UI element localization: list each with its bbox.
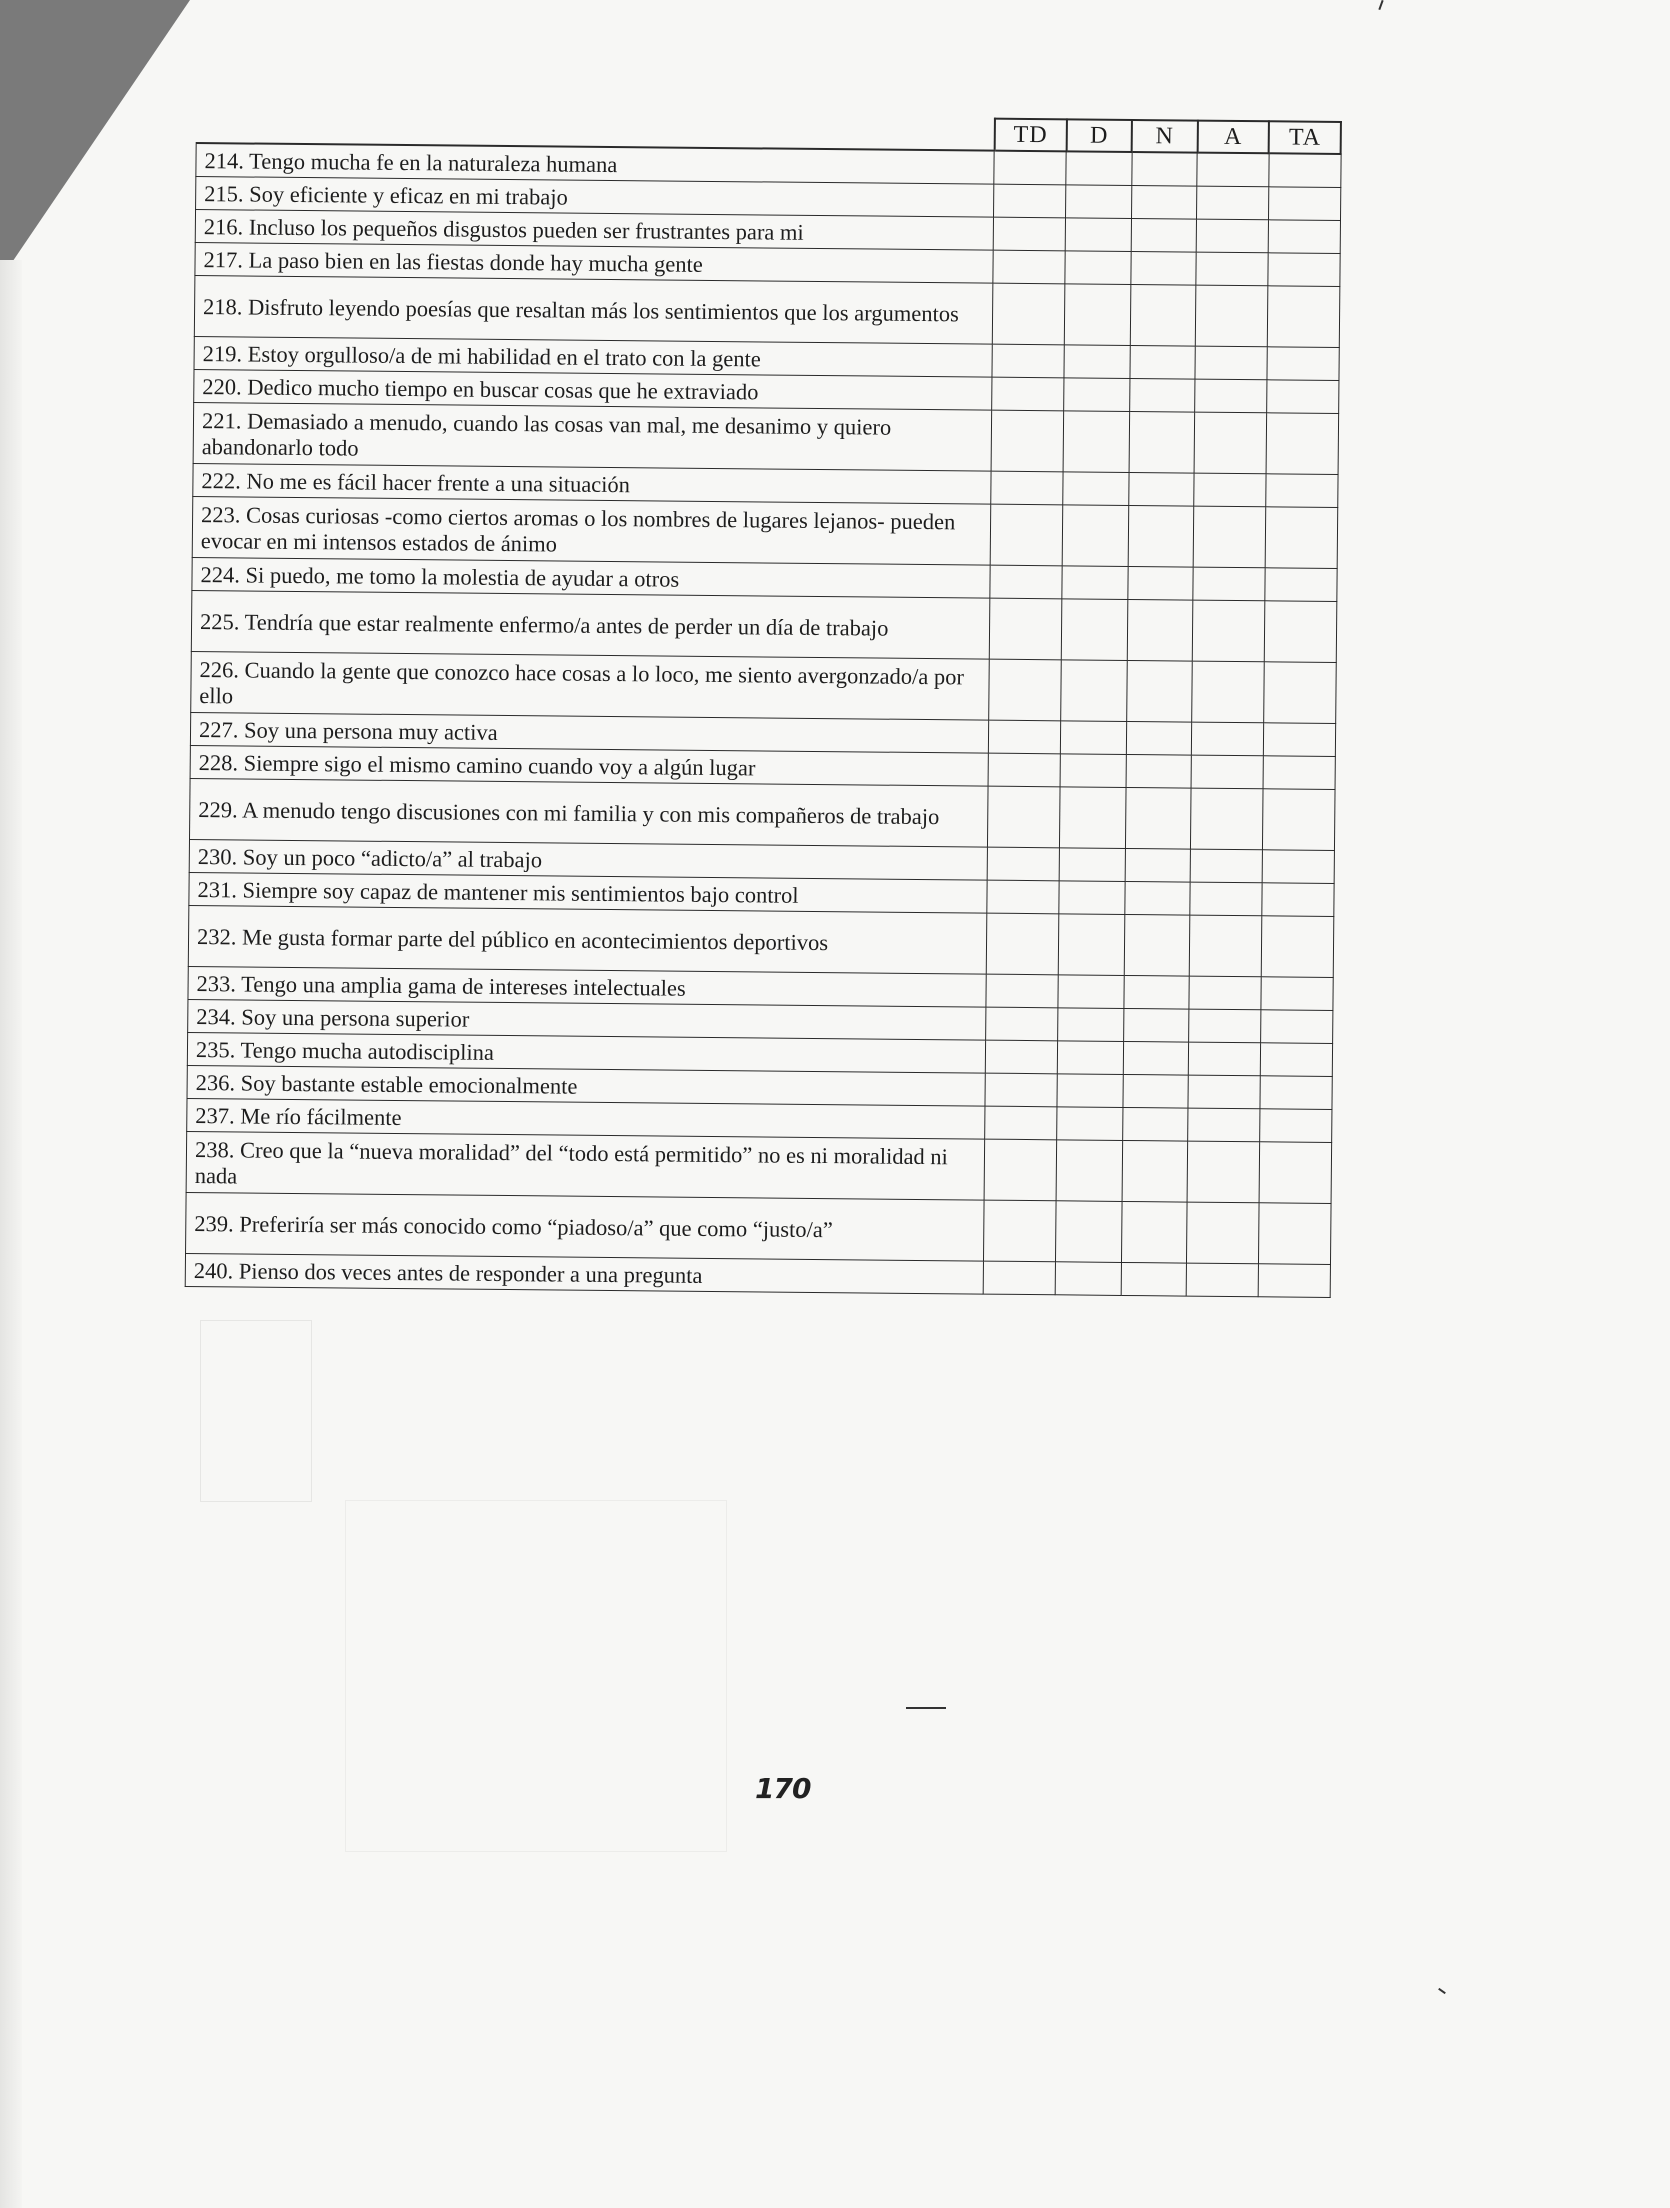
answer-box-n[interactable]	[1123, 1074, 1189, 1108]
stray-speck-mark	[1438, 1988, 1446, 1994]
answer-box-td[interactable]	[985, 1106, 1057, 1140]
answer-box-n[interactable]	[1127, 599, 1193, 661]
answer-box-ta[interactable]	[1258, 1264, 1330, 1298]
answer-box-a[interactable]	[1195, 379, 1267, 413]
answer-box-ta[interactable]	[1263, 756, 1335, 790]
answer-box-ta[interactable]	[1259, 1142, 1331, 1204]
item-row-225	[191, 590, 1336, 662]
item-row-223	[192, 496, 1337, 568]
item-text: 231. Siempre soy capaz de mantener mis sentimientos bajo control	[189, 872, 988, 913]
answer-box-d[interactable]	[1057, 1107, 1123, 1141]
item-text: 218. Disfruto leyendo poesías que resaltan más los sentimientos que los argumentos	[194, 275, 993, 344]
answer-box-ta[interactable]	[1266, 474, 1338, 508]
item-text: 219. Estoy orgulloso/a de mi habilidad en el trato con la gente	[194, 336, 993, 377]
answer-box-d[interactable]	[1058, 1008, 1124, 1042]
answer-box-td[interactable]	[987, 880, 1059, 914]
answer-box-n[interactable]	[1129, 411, 1195, 473]
answer-box-a[interactable]	[1186, 1263, 1258, 1297]
answer-box-td[interactable]	[987, 913, 1059, 975]
answer-box-ta[interactable]	[1262, 883, 1334, 917]
answer-box-d[interactable]	[1066, 185, 1132, 219]
answer-box-d[interactable]	[1059, 881, 1125, 915]
answer-box-ta[interactable]	[1265, 507, 1337, 569]
item-text: 239. Preferiría ser más conocido como “piadoso/a” que como “justo/a”	[186, 1192, 985, 1261]
answer-box-d[interactable]	[1060, 754, 1126, 788]
item-text: 238. Creo que la “nueva moralidad” del “todo está permitido” no es ni moralidad ni nada	[186, 1131, 985, 1200]
item-text: 237. Me río fácilmente	[187, 1098, 986, 1139]
answer-box-ta[interactable]	[1262, 850, 1334, 884]
answer-box-ta[interactable]	[1265, 568, 1337, 602]
answer-box-d[interactable]	[1063, 472, 1129, 506]
item-text: 227. Soy una persona muy activa	[190, 712, 989, 753]
answer-box-td[interactable]	[989, 720, 1061, 754]
answer-box-ta[interactable]	[1264, 601, 1336, 663]
answer-box-n[interactable]	[1131, 152, 1197, 186]
item-row-229	[189, 778, 1334, 850]
header-ta: TA	[1269, 121, 1341, 154]
answer-box-d[interactable]	[1064, 378, 1130, 412]
item-text: 226. Cuando la gente que conozco hace cosas a lo loco, me siento avergonzado/a por ello	[191, 651, 990, 720]
item-text: 236. Soy bastante estable emocionalmente	[187, 1065, 986, 1106]
answer-box-n[interactable]	[1122, 1107, 1188, 1141]
item-text: 233. Tengo una amplia gama de intereses intelectuales	[188, 966, 987, 1007]
answer-box-ta[interactable]	[1258, 1203, 1330, 1265]
answer-box-n[interactable]	[1122, 1140, 1188, 1202]
answer-box-d[interactable]	[1055, 1262, 1121, 1296]
answer-box-td[interactable]	[988, 786, 1060, 848]
answer-box-n[interactable]	[1130, 284, 1196, 346]
item-text: 216. Incluso los pequeños disgustos pueden ser frustrantes para mi	[195, 210, 994, 251]
answer-box-ta[interactable]	[1267, 347, 1339, 381]
answer-box-a[interactable]	[1192, 722, 1264, 756]
answer-box-n[interactable]	[1126, 754, 1192, 788]
answer-box-td[interactable]	[991, 504, 1063, 566]
item-row-221	[193, 402, 1338, 474]
scan-shadow	[0, 0, 190, 280]
answer-box-a[interactable]	[1193, 506, 1265, 568]
answer-box-ta[interactable]	[1260, 1043, 1332, 1077]
answer-box-n[interactable]	[1126, 660, 1192, 722]
questionnaire-table	[185, 110, 1342, 1298]
answer-box-ta[interactable]	[1269, 153, 1341, 187]
answer-box-a[interactable]	[1189, 976, 1261, 1010]
answer-box-ta[interactable]	[1260, 1076, 1332, 1110]
answer-box-a[interactable]	[1190, 849, 1262, 883]
item-row-226	[191, 651, 1336, 723]
answer-box-a[interactable]	[1196, 252, 1268, 286]
answer-box-ta[interactable]	[1266, 413, 1338, 475]
item-text: 220. Dedico mucho tiempo en buscar cosas que he extraviado	[194, 369, 993, 410]
answer-box-n[interactable]	[1130, 345, 1196, 379]
answer-box-td[interactable]	[992, 410, 1064, 472]
answer-box-n[interactable]	[1131, 218, 1197, 252]
answer-box-a[interactable]	[1188, 1075, 1260, 1109]
header-td: TD	[995, 119, 1067, 152]
answer-box-d[interactable]	[1058, 975, 1124, 1009]
answer-box-ta[interactable]	[1263, 723, 1335, 757]
answer-box-d[interactable]	[1062, 566, 1128, 600]
answer-box-a[interactable]	[1194, 412, 1266, 474]
answer-box-n[interactable]	[1125, 848, 1191, 882]
answer-box-n[interactable]	[1125, 787, 1191, 849]
header-a: A	[1197, 121, 1269, 154]
answer-box-td[interactable]	[986, 974, 1058, 1008]
item-row-239	[186, 1192, 1331, 1264]
answer-box-ta[interactable]	[1260, 1010, 1332, 1044]
answer-box-td[interactable]	[993, 250, 1065, 284]
item-row-218	[194, 275, 1339, 347]
answer-box-d[interactable]	[1059, 848, 1125, 882]
stray-corner-mark	[1378, 0, 1383, 10]
answer-box-td[interactable]	[990, 565, 1062, 599]
answer-box-a[interactable]	[1195, 285, 1267, 347]
answer-box-ta[interactable]	[1261, 916, 1333, 978]
answer-box-td[interactable]	[992, 344, 1064, 378]
item-row-238	[186, 1131, 1331, 1203]
answer-box-a[interactable]	[1192, 661, 1264, 723]
likert-table	[185, 110, 1342, 1298]
answer-box-td[interactable]	[985, 1139, 1057, 1201]
item-text: 232. Me gusta formar parte del público en acontecimientos deportivos	[188, 905, 987, 974]
answer-box-n[interactable]	[1124, 881, 1190, 915]
answer-box-ta[interactable]	[1262, 789, 1334, 851]
answer-box-td[interactable]	[984, 1261, 1056, 1295]
answer-box-ta[interactable]	[1259, 1109, 1331, 1143]
answer-box-d[interactable]	[1058, 914, 1124, 976]
item-text: 234. Soy una persona superior	[188, 999, 987, 1040]
answer-box-d[interactable]	[1056, 1140, 1122, 1202]
answer-box-td[interactable]	[989, 659, 1061, 721]
answer-box-a[interactable]	[1191, 788, 1263, 850]
answer-box-d[interactable]	[1061, 599, 1127, 661]
answer-box-a[interactable]	[1195, 346, 1267, 380]
item-text: 230. Soy un poco “adicto/a” al trabajo	[189, 839, 988, 880]
answer-box-a[interactable]	[1194, 473, 1266, 507]
header-d: D	[1066, 119, 1132, 152]
bleed-through-frame	[345, 1500, 727, 1852]
bleed-through-box	[200, 1320, 312, 1502]
item-text: 215. Soy eficiente y eficaz en mi trabajo	[196, 177, 995, 218]
answer-box-d[interactable]	[1057, 1074, 1123, 1108]
answer-box-n[interactable]	[1123, 1008, 1189, 1042]
answer-box-a[interactable]	[1188, 1108, 1260, 1142]
answer-box-d[interactable]	[1057, 1041, 1123, 1075]
answer-box-td[interactable]	[986, 1040, 1058, 1074]
answer-box-n[interactable]	[1121, 1262, 1187, 1296]
item-text: 221. Demasiado a menudo, cuando las cosas van mal, me desanimo y quiero abandonarlo todo	[193, 402, 992, 471]
answer-box-d[interactable]	[1066, 151, 1132, 185]
answer-box-ta[interactable]	[1267, 286, 1339, 348]
answer-box-td[interactable]	[994, 184, 1066, 218]
answer-box-n[interactable]	[1123, 1041, 1189, 1075]
answer-box-a[interactable]	[1196, 219, 1268, 253]
answer-box-td[interactable]	[989, 753, 1061, 787]
item-text: 225. Tendría que estar realmente enfermo/a antes de perder un día de trabajo	[191, 590, 990, 659]
stray-dash-mark	[906, 1707, 946, 1709]
answer-box-ta[interactable]	[1268, 187, 1340, 221]
answer-box-n[interactable]	[1128, 566, 1194, 600]
answer-box-d[interactable]	[1064, 345, 1130, 379]
answer-box-a[interactable]	[1189, 915, 1261, 977]
answer-box-td[interactable]	[984, 1200, 1056, 1262]
answer-box-ta[interactable]	[1266, 380, 1338, 414]
answer-box-d[interactable]	[1061, 721, 1127, 755]
answer-box-n[interactable]	[1124, 914, 1190, 976]
item-text: 228. Siempre sigo el mismo camino cuando voy a algún lugar	[190, 745, 989, 786]
answer-box-ta[interactable]	[1268, 220, 1340, 254]
answer-box-d[interactable]	[1056, 1201, 1122, 1263]
answer-box-a[interactable]	[1191, 755, 1263, 789]
answer-box-n[interactable]	[1128, 505, 1194, 567]
item-text: 240. Pienso dos veces antes de responder a una pregunta	[185, 1253, 984, 1294]
answer-box-td[interactable]	[988, 847, 1060, 881]
answer-box-a[interactable]	[1190, 882, 1262, 916]
answer-box-td[interactable]	[985, 1073, 1057, 1107]
answer-box-a[interactable]	[1193, 567, 1265, 601]
answer-box-n[interactable]	[1131, 251, 1197, 285]
answer-box-n[interactable]	[1131, 185, 1197, 219]
answer-box-d[interactable]	[1065, 218, 1131, 252]
header-n: N	[1132, 120, 1198, 153]
answer-box-a[interactable]	[1187, 1202, 1259, 1264]
answer-box-n[interactable]	[1121, 1201, 1187, 1263]
item-text: 235. Tengo mucha autodisciplina	[187, 1032, 986, 1073]
answer-box-a[interactable]	[1192, 600, 1264, 662]
answer-box-ta[interactable]	[1263, 662, 1335, 724]
answer-box-d[interactable]	[1062, 505, 1128, 567]
answer-box-a[interactable]	[1188, 1042, 1260, 1076]
answer-box-td[interactable]	[990, 598, 1062, 660]
answer-box-a[interactable]	[1187, 1141, 1259, 1203]
page-number: 170	[755, 1772, 811, 1805]
answer-box-a[interactable]	[1197, 186, 1269, 220]
answer-box-d[interactable]	[1065, 251, 1131, 285]
answer-box-td[interactable]	[994, 151, 1066, 185]
item-text: 229. A menudo tengo discusiones con mi familia y con mis compañeros de trabajo	[189, 778, 988, 847]
answer-box-td[interactable]	[991, 471, 1063, 505]
answer-box-n[interactable]	[1126, 721, 1192, 755]
answer-box-td[interactable]	[993, 283, 1065, 345]
answer-box-td[interactable]	[994, 217, 1066, 251]
answer-box-n[interactable]	[1124, 975, 1190, 1009]
answer-box-ta[interactable]	[1268, 253, 1340, 287]
answer-box-td[interactable]	[986, 1007, 1058, 1041]
answer-box-d[interactable]	[1061, 660, 1127, 722]
answer-box-d[interactable]	[1060, 787, 1126, 849]
answer-box-a[interactable]	[1197, 153, 1269, 187]
answer-box-a[interactable]	[1189, 1009, 1261, 1043]
answer-box-td[interactable]	[992, 377, 1064, 411]
item-text: 214. Tengo mucha fe en la naturaleza humana	[196, 143, 995, 184]
answer-box-n[interactable]	[1128, 472, 1194, 506]
item-text: 224. Si puedo, me tomo la molestia de ayudar a otros	[192, 557, 991, 598]
answer-box-ta[interactable]	[1261, 977, 1333, 1011]
item-text: 217. La paso bien en las fiestas donde hay mucha gente	[195, 242, 994, 283]
item-text: 222. No me es fácil hacer frente a una situación	[193, 463, 992, 504]
answer-box-d[interactable]	[1064, 284, 1130, 346]
answer-box-d[interactable]	[1063, 411, 1129, 473]
answer-box-n[interactable]	[1129, 378, 1195, 412]
item-text: 223. Cosas curiosas -como ciertos aromas o los nombres de lugares lejanos- pueden evocar en mi intensos estados de ánimo	[192, 496, 991, 565]
scan-edge	[0, 260, 22, 2208]
item-row-232	[188, 905, 1333, 977]
